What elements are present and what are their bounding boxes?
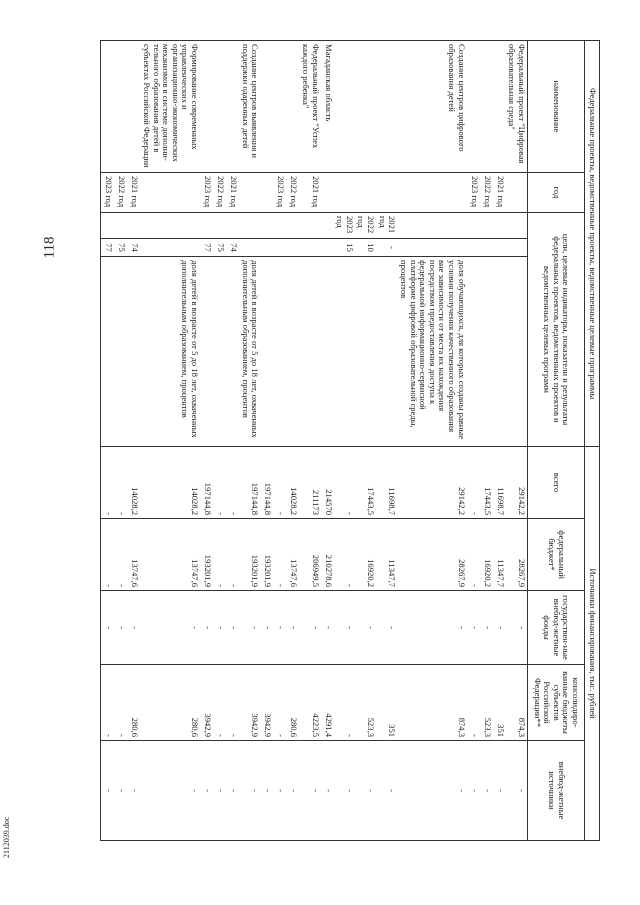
cell-name (200, 41, 213, 173)
table-row (114, 41, 127, 841)
table-row (506, 41, 528, 841)
cell-goal-value (493, 239, 506, 257)
cell-goal-value: - (376, 239, 397, 257)
cell-funds: - (226, 591, 239, 665)
cell-funds: - (200, 591, 213, 665)
cell-name: Создание центров цифрового образования детей (397, 41, 466, 173)
cell-goal-value: 74 (226, 239, 239, 257)
cell-total: 197144,8 (200, 447, 213, 519)
cell-regional: 523,3 (480, 665, 493, 741)
cell-name (480, 41, 493, 173)
cell-year (506, 173, 528, 213)
table-row (397, 41, 466, 841)
cell-year (140, 173, 200, 213)
cell-federal: 193201,9 (200, 519, 213, 591)
cell-other: - (321, 741, 334, 841)
cell-total: 11698,7 (376, 447, 397, 519)
col-total-header: всего (528, 447, 585, 519)
cell-funds: - (397, 591, 466, 665)
cell-federal: 206949,5 (299, 519, 320, 591)
cell-goal (101, 257, 115, 447)
col-regional-header: консолидиро-ванные бюджеты субъектов Российской Федерации** (528, 665, 585, 741)
cell-year (397, 173, 466, 213)
cell-goal-value (467, 239, 480, 257)
cell-regional: 874,3 (397, 665, 466, 741)
cell-goal-year (506, 213, 528, 239)
cell-goal (114, 257, 127, 447)
cell-year (321, 173, 334, 213)
cell-other: - (480, 741, 493, 841)
cell-name: Федеральный проект "Цифровая образовательная среда" (506, 41, 528, 173)
cell-year (355, 173, 376, 213)
cell-goal-year (127, 213, 140, 239)
cell-other: - (114, 741, 127, 841)
cell-goal-value (140, 239, 200, 257)
table-row (299, 41, 320, 841)
cell-federal: 16920,2 (355, 519, 376, 591)
cell-other: - (213, 741, 226, 841)
cell-regional: - (334, 665, 355, 741)
cell-name (493, 41, 506, 173)
cell-regional: 280,6 (140, 665, 200, 741)
cell-federal: 13747,6 (286, 519, 299, 591)
cell-total: - (334, 447, 355, 519)
cell-goal (467, 257, 480, 447)
cell-goal-year: 2021 год (376, 213, 397, 239)
cell-goal (506, 257, 528, 447)
cell-name (127, 41, 140, 173)
cell-goal-year (299, 213, 320, 239)
cell-goal-year (480, 213, 493, 239)
cell-year: 2023 год (101, 173, 115, 213)
cell-federal: 193201,9 (239, 519, 260, 591)
cell-other: - (140, 741, 200, 841)
cell-funds: - (493, 591, 506, 665)
cell-regional: - (114, 665, 127, 741)
cell-funds: - (376, 591, 397, 665)
cell-other: - (200, 741, 213, 841)
cell-goal-value (321, 239, 334, 257)
cell-regional: 3942,9 (239, 665, 260, 741)
cell-regional: - (273, 665, 286, 741)
page-number: 118 (41, 236, 58, 259)
cell-funds: - (101, 591, 115, 665)
cell-goal (376, 257, 397, 447)
cell-name: Формирование современных управленческих и организационно-экономических механизмов в системе дополни-тельного образования детей в субъектах Российской Федерации (140, 41, 200, 173)
cell-year: 2022 год (286, 173, 299, 213)
cell-other: - (376, 741, 397, 841)
cell-goal (321, 257, 334, 447)
cell-total: 211173 (299, 447, 320, 519)
cell-year: 2021 год (493, 173, 506, 213)
cell-regional: 351 (376, 665, 397, 741)
col-year-header: год (528, 173, 585, 213)
cell-federal: 28267,9 (506, 519, 528, 591)
cell-regional: - (101, 665, 115, 741)
table-body (101, 41, 528, 841)
cell-goal-year (114, 213, 127, 239)
cell-total: 17443,5 (480, 447, 493, 519)
cell-year (376, 173, 397, 213)
cell-year: 2022 год (213, 173, 226, 213)
cell-year: 2021 год (226, 173, 239, 213)
cell-name (286, 41, 299, 173)
cell-goal-value: 74 (127, 239, 140, 257)
cell-year: 2022 год (480, 173, 493, 213)
cell-goal: доля обучающихся, для которых созданы равные условия получения качественного образования вне зависимости от места их нахождения посредством предоставления доступа к федеральной информационно-сервисной платформе цифровой образовательной среды, процентов (397, 257, 466, 447)
cell-name (101, 41, 115, 173)
col-name-header: наименование (528, 41, 585, 173)
cell-funds: - (273, 591, 286, 665)
table-row (200, 41, 213, 841)
cell-funds: - (286, 591, 299, 665)
cell-regional: 523,3 (355, 665, 376, 741)
cell-goal-year (140, 213, 200, 239)
group-header: Федеральные проекты, ведомственные проекты, ведомственные целевые программы (585, 41, 600, 447)
cell-federal: - (101, 519, 115, 591)
col-state-funds-header: государствен-ные внебюд-жетные фонды (528, 591, 585, 665)
cell-funds: - (239, 591, 260, 665)
cell-other: - (506, 741, 528, 841)
cell-funds: - (299, 591, 320, 665)
cell-other: - (273, 741, 286, 841)
cell-total: 29142,2 (397, 447, 466, 519)
cell-name (376, 41, 397, 173)
cell-federal: 13747,6 (127, 519, 140, 591)
rotated-table-wrapper (30, 40, 600, 840)
cell-funds: - (355, 591, 376, 665)
cell-name: Федеральный проект "Успех каждого ребенка" (299, 41, 320, 173)
cell-goal (299, 257, 320, 447)
cell-total: 197144,8 (260, 447, 273, 519)
cell-year: 2021 год (127, 173, 140, 213)
cell-other: - (299, 741, 320, 841)
table-row (321, 41, 334, 841)
cell-goal-value: 75 (213, 239, 226, 257)
cell-federal: 28267,9 (397, 519, 466, 591)
cell-total: - (213, 447, 226, 519)
cell-other: - (334, 741, 355, 841)
cell-goal-year (286, 213, 299, 239)
cell-regional: 4291,4 (321, 665, 334, 741)
cell-name (260, 41, 273, 173)
cell-total: - (467, 447, 480, 519)
cell-goal-value (480, 239, 493, 257)
cell-name (355, 41, 376, 173)
cell-goal (286, 257, 299, 447)
table-row (260, 41, 273, 841)
cell-year (239, 173, 260, 213)
cell-goal-year (260, 213, 273, 239)
cell-other: - (467, 741, 480, 841)
cell-name (114, 41, 127, 173)
col-goals-header: цели, целевые индикаторы, показатели и результаты федеральных проектов, ведомственных проектов и ведомственных целевых программ (528, 213, 585, 447)
table-row (334, 41, 355, 841)
cell-goal (213, 257, 226, 447)
cell-other: - (226, 741, 239, 841)
cell-federal: - (114, 519, 127, 591)
table-row (286, 41, 299, 841)
table-row (213, 41, 226, 841)
cell-year (334, 173, 355, 213)
cell-federal: 210278,6 (321, 519, 334, 591)
cell-year: 2023 год (200, 173, 213, 213)
cell-funds: - (321, 591, 334, 665)
cell-regional: - (213, 665, 226, 741)
cell-goal (127, 257, 140, 447)
cell-other: - (286, 741, 299, 841)
cell-federal: 13747,6 (140, 519, 200, 591)
cell-year: 2021 год (299, 173, 320, 213)
cell-goal-year (226, 213, 239, 239)
financing-table (100, 40, 600, 841)
cell-name: Магаданская область (321, 41, 334, 173)
cell-other: - (260, 741, 273, 841)
cell-goal-year (467, 213, 480, 239)
cell-goal-year (239, 213, 260, 239)
table-row (355, 41, 376, 841)
cell-goal-year: 2023 год (334, 213, 355, 239)
table-row (467, 41, 480, 841)
cell-federal: 11347,7 (376, 519, 397, 591)
cell-total: 197144,8 (239, 447, 260, 519)
cell-total: - (273, 447, 286, 519)
cell-name (467, 41, 480, 173)
cell-regional: 280,6 (127, 665, 140, 741)
table-row (273, 41, 286, 841)
cell-goal (355, 257, 376, 447)
cell-federal: - (226, 519, 239, 591)
cell-goal (273, 257, 286, 447)
table-row (493, 41, 506, 841)
cell-funds: - (213, 591, 226, 665)
cell-goal-value: 77 (101, 239, 115, 257)
cell-regional: 280,6 (286, 665, 299, 741)
cell-goal-value: 75 (114, 239, 127, 257)
col-federal-header: федеральный бюджет* (528, 519, 585, 591)
cell-goal-value (273, 239, 286, 257)
cell-goal-year (273, 213, 286, 239)
cell-total: 214570 (321, 447, 334, 519)
cell-goal-year (493, 213, 506, 239)
cell-goal-value: 15 (334, 239, 355, 257)
cell-name (213, 41, 226, 173)
col-offbudget-header: внебюд-жетные источники (528, 741, 585, 841)
cell-regional: 4223,5 (299, 665, 320, 741)
cell-goal-value: 10 (355, 239, 376, 257)
cell-goal-year (200, 213, 213, 239)
cell-goal (200, 257, 213, 447)
cell-goal (480, 257, 493, 447)
cell-goal-year (101, 213, 115, 239)
table-row (480, 41, 493, 841)
cell-other: - (397, 741, 466, 841)
cell-goal: доля детей в возрасте от 5 до 18 лет, охваченных дополнительным образованием, процентов (140, 257, 200, 447)
sources-header: Источники финансирования, тыс. рублей (585, 447, 600, 841)
cell-other: - (127, 741, 140, 841)
cell-name (334, 41, 355, 173)
cell-funds: - (506, 591, 528, 665)
cell-total: 14028,2 (286, 447, 299, 519)
cell-federal: 193201,9 (260, 519, 273, 591)
cell-goal-year (397, 213, 466, 239)
cell-funds: - (140, 591, 200, 665)
cell-goal-value: 77 (200, 239, 213, 257)
document-id: 2112039.doc (2, 816, 11, 858)
cell-year (260, 173, 273, 213)
cell-name: Создание центров выявления и поддержки одаренных детей (239, 41, 260, 173)
cell-federal: 11347,7 (493, 519, 506, 591)
cell-goal-value (299, 239, 320, 257)
cell-funds: - (114, 591, 127, 665)
cell-goal (493, 257, 506, 447)
cell-goal-year (213, 213, 226, 239)
cell-regional: 874,3 (506, 665, 528, 741)
cell-regional: 3942,9 (200, 665, 213, 741)
table-row (226, 41, 239, 841)
cell-federal: - (334, 519, 355, 591)
cell-funds: - (480, 591, 493, 665)
cell-regional: - (226, 665, 239, 741)
cell-total: - (114, 447, 127, 519)
cell-goal (334, 257, 355, 447)
cell-name (273, 41, 286, 173)
table-row (140, 41, 200, 841)
cell-other: - (493, 741, 506, 841)
cell-total: - (101, 447, 115, 519)
cell-regional: 351 (493, 665, 506, 741)
cell-regional: - (467, 665, 480, 741)
cell-total: - (226, 447, 239, 519)
cell-total: 11698,7 (493, 447, 506, 519)
cell-funds: - (260, 591, 273, 665)
cell-goal: доля детей в возрасте от 5 до 18 лет, охваченных дополнительным образованием, процентов (239, 257, 260, 447)
cell-goal-value (506, 239, 528, 257)
table-row (101, 41, 115, 841)
cell-goal-value (397, 239, 466, 257)
cell-year: 2023 год (273, 173, 286, 213)
cell-federal: - (213, 519, 226, 591)
cell-year: 2023 год (467, 173, 480, 213)
cell-goal-year (321, 213, 334, 239)
cell-other: - (101, 741, 115, 841)
cell-name (226, 41, 239, 173)
cell-federal: 16920,2 (480, 519, 493, 591)
cell-goal (260, 257, 273, 447)
cell-other: - (239, 741, 260, 841)
cell-federal: - (273, 519, 286, 591)
cell-year: 2022 год (114, 173, 127, 213)
cell-goal-value (239, 239, 260, 257)
cell-total: 17443,5 (355, 447, 376, 519)
cell-total: 29142,2 (506, 447, 528, 519)
cell-regional: 3942,9 (260, 665, 273, 741)
table-row (127, 41, 140, 841)
cell-funds: - (127, 591, 140, 665)
cell-total: 14028,2 (127, 447, 140, 519)
table-row (376, 41, 397, 841)
cell-other: - (355, 741, 376, 841)
cell-goal-value (286, 239, 299, 257)
cell-goal-value (260, 239, 273, 257)
cell-goal-year: 2022 год (355, 213, 376, 239)
table-row (239, 41, 260, 841)
cell-total: 14028,2 (140, 447, 200, 519)
cell-funds: - (467, 591, 480, 665)
cell-federal: - (467, 519, 480, 591)
cell-goal (226, 257, 239, 447)
cell-funds: - (334, 591, 355, 665)
